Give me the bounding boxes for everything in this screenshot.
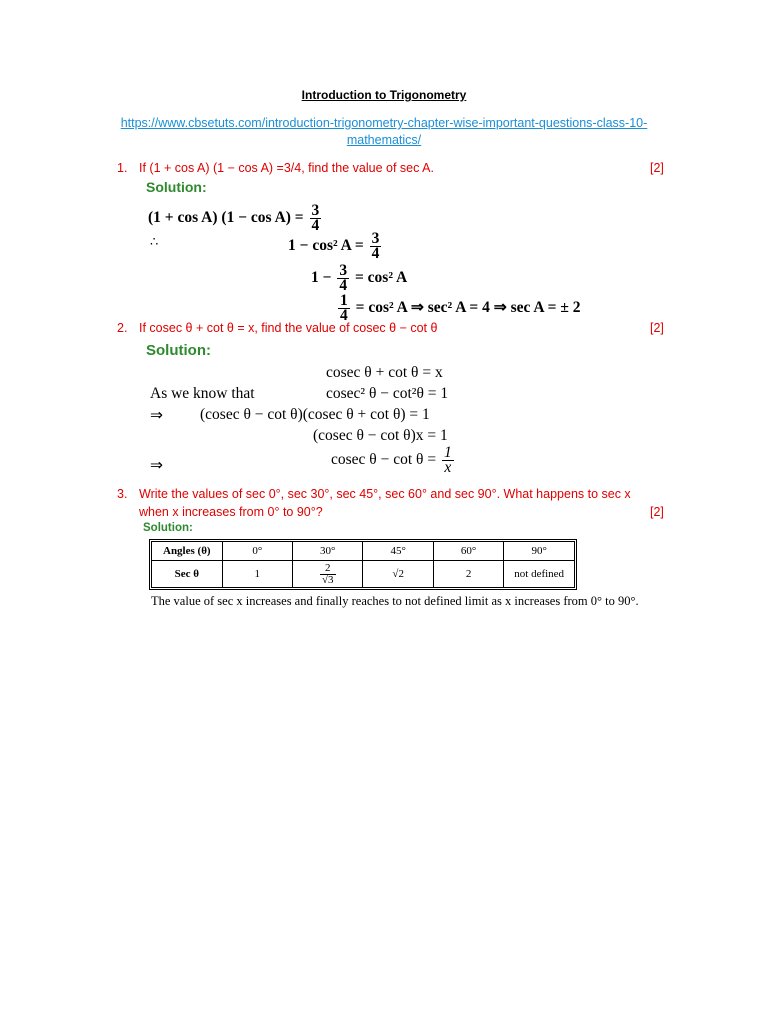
step-4-rhs: = cos² A ⇒ sec² A = 4 ⇒ sec A = ± 2 — [355, 299, 581, 317]
fraction: $\frac{1}{4}$ — [340, 292, 348, 324]
table-header: 90° — [504, 542, 575, 561]
step-line-1: cosec θ + cot θ = x — [326, 364, 443, 381]
question-text-line-1: Write the values of sec 0°, sec 30°, sec 45°, sec 60° and sec 90°. What happens to sec x — [139, 487, 631, 501]
source-link-line2[interactable]: mathematics/ — [346, 133, 422, 147]
source-link-line1[interactable]: https://www.cbsetuts.com/introduction-trigonometry-chapter-wise-important-questions-class-10- — [120, 116, 648, 130]
implies-arrow: ⇒ — [150, 407, 163, 424]
fraction: $\frac{3}{4}$ — [339, 262, 348, 294]
table-header: 0° — [222, 542, 292, 561]
therefore-symbol: ∴ — [150, 234, 159, 249]
step-line-2-pre: As we know that — [150, 385, 255, 402]
question-number: 3. — [117, 487, 128, 501]
fraction: $\frac{3}{4}$ — [371, 230, 380, 262]
question-marks: [2] — [650, 161, 664, 175]
table-cell: 2 — [433, 561, 503, 588]
table-row — [152, 561, 575, 588]
step-line-3: (cosec θ − cot θ)(cosec θ + cot θ) = 1 — [200, 406, 430, 423]
table-header: 45° — [363, 542, 433, 561]
solution-label: Solution: — [143, 522, 193, 534]
step-line-5: cosec θ − cot θ = — [331, 451, 437, 469]
question-text: If (1 + cos A) (1 − cos A) =3/4, find the value of sec A. — [139, 161, 434, 175]
question-marks: [2] — [650, 505, 664, 519]
step-3-rhs: = cos² A — [354, 269, 408, 287]
table-header: 60° — [433, 542, 503, 561]
question-number: 2. — [117, 321, 128, 335]
table-cell: $\frac{2}{√3}$ — [292, 561, 362, 588]
implies-arrow: ⇒ — [150, 457, 163, 474]
page-title: Introduction to Trigonometry — [301, 88, 467, 102]
solution-label: Solution: — [146, 179, 207, 195]
source-link[interactable] — [80, 115, 688, 149]
solution-label: Solution: — [146, 342, 211, 359]
question-number: 1. — [117, 161, 128, 175]
question-marks: [2] — [650, 321, 664, 335]
table-row-label: Sec θ — [152, 561, 223, 588]
step-line-4: (cosec θ − cot θ)x = 1 — [313, 427, 448, 444]
solution-note: The value of sec x increases and finally reaches to not defined limit as x increases from 0° to 90°. — [151, 594, 639, 608]
step-1-lhs: (1 + cos A) (1 − cos A) = — [148, 209, 304, 227]
table-header-row — [152, 542, 575, 561]
question-text: If cosec θ + cot θ = x, find the value of cosec θ − cot θ — [139, 321, 438, 335]
sec-values-table — [151, 541, 575, 588]
table-header: Angles (θ) — [152, 542, 223, 561]
table-cell: √2 — [363, 561, 433, 588]
table-header: 30° — [292, 542, 362, 561]
step-2-lhs: 1 − cos² A = — [288, 237, 364, 255]
fraction: $\frac{3}{4}$ — [311, 202, 320, 234]
step-3-pre: 1 − — [311, 269, 332, 287]
question-text-line-2: when x increases from 0° to 90°? — [139, 505, 323, 519]
fraction: $\frac{1}{x}$ — [443, 444, 452, 476]
table-cell: 1 — [222, 561, 292, 588]
table-cell: not defined — [504, 561, 575, 588]
step-line-2: cosec² θ − cot²θ = 1 — [326, 385, 449, 402]
